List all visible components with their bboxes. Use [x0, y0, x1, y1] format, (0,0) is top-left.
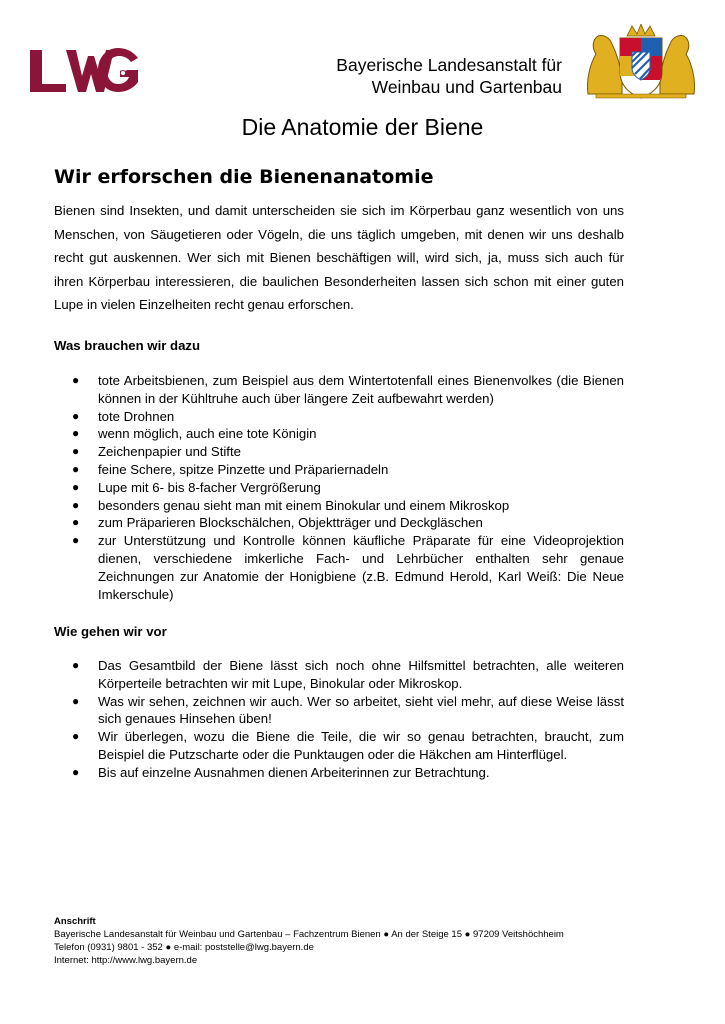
intro-paragraph: Bienen sind Insekten, und damit unterscheiden sie sich im Körperbau ganz wesentlich von uns Menschen, von Säugetieren oder Vögeln, die uns täglich umgeben, mit denen wir uns deshalb recht gut auskennen. Wer sich mit Bienen beschäftigen will, wird sich, ja, muss sich auch für ihren Körperbau interessieren, die baulichen Besonderheiten lassen sich schon mit einer guten Lupe in vielen Einzelheiten recht genau erforschen. — [54, 203, 624, 312]
institute-line-2: Weinbau und Gartenbau — [371, 77, 562, 97]
section-heading: Wir erforschen die Bienenanatomie — [54, 166, 434, 188]
bullet-icon: ● — [72, 515, 80, 530]
footer-line-3: Internet: http://www.lwg.bayern.de — [54, 955, 198, 966]
materials-list — [54, 372, 624, 603]
list-item: ● Wir überlegen, wozu die Biene die Teile, die wir so genau betrachten, braucht, zum Beispiel die Putzscharte oder die Punktaugen oder die Häkchen am Hinterflügel. — [72, 729, 624, 762]
bullet-icon: ● — [72, 497, 80, 512]
institute-line-1: Bayerische Landesanstalt für — [336, 55, 562, 75]
list-item: ● tote Drohnen — [72, 408, 175, 424]
document-title: Die Anatomie der Biene — [241, 114, 484, 140]
bullet-icon: ● — [72, 533, 80, 548]
bavarian-crest-icon — [582, 24, 700, 100]
bullet-icon: ● — [72, 693, 80, 708]
list-item: ● Zeichenpapier und Stifte — [72, 444, 241, 460]
bullet-icon: ● — [72, 444, 80, 459]
bullet-icon: ● — [72, 764, 80, 779]
institute-name — [336, 54, 562, 98]
list-item: ● Was wir sehen, zeichnen wir auch. Wer so arbeitet, sieht viel mehr, auf diese Weise lässt sich genaues Hinsehen üben! — [72, 693, 624, 727]
list-item: ● wenn möglich, auch eine tote Königin — [72, 426, 317, 442]
footer-line-2: Telefon (0931) 9801 - 352 ● e-mail: poststelle@lwg.bayern.de — [54, 942, 314, 953]
bullet-icon: ● — [72, 729, 80, 744]
procedure-list — [54, 657, 624, 782]
footer-address — [54, 915, 564, 967]
bullet-icon: ● — [72, 408, 80, 423]
procedure-heading: Wie gehen wir vor — [54, 624, 167, 639]
bullet-icon: ● — [72, 658, 80, 672]
list-item: ● tote Arbeitsbienen, zum Beispiel aus dem Wintertotenfall eines Bienenvolkes (die Bienen können in der Kühltruhe auch über längere Zeit aufbewahrt werden) — [72, 373, 624, 406]
list-item: ● besonders genau sieht man mit einem Binokular und einem Mikroskop — [72, 497, 510, 513]
bullet-icon: ● — [72, 479, 80, 494]
list-item: ● Bis auf einzelne Ausnahmen dienen Arbeiterinnen zur Betrachtung. — [72, 764, 490, 780]
bullet-icon: ● — [72, 461, 80, 476]
footer-line-1: Bayerische Landesanstalt für Weinbau und Gartenbau – Fachzentrum Bienen ● An der Steige 15 ● 97209 Veitshöchheim — [54, 929, 564, 940]
lwg-logo — [26, 46, 140, 94]
materials-heading: Was brauchen wir dazu — [54, 338, 201, 353]
list-item: ● zur Unterstützung und Kontrolle können käufliche Präparate für eine Videoprojektion dienen, verschiedene imkerliche Fach- und Lehrbücher enthalten sehr genaue Zeichnungen zur Anatomie der Honigbiene (z.B. Edmund Herold, Karl Weiß: Die Neue Imkerschule) — [72, 533, 624, 602]
footer-label: Anschrift — [54, 916, 96, 927]
list-item: ● feine Schere, spitze Pinzette und Präpariernadeln — [72, 461, 389, 477]
bullet-icon: ● — [72, 373, 80, 387]
list-item: ● zum Präparieren Blockschälchen, Objektträger und Deckgläschen — [72, 515, 483, 531]
list-item: ● Das Gesamtbild der Biene lässt sich noch ohne Hilfsmittel betrachten, alle weiteren Körperteile betrachten wir mit Lupe, Binokular oder Mikroskop. — [72, 658, 624, 691]
bullet-icon: ● — [72, 426, 80, 441]
list-item: ● Lupe mit 6- bis 8-facher Vergrößerung — [72, 479, 321, 495]
